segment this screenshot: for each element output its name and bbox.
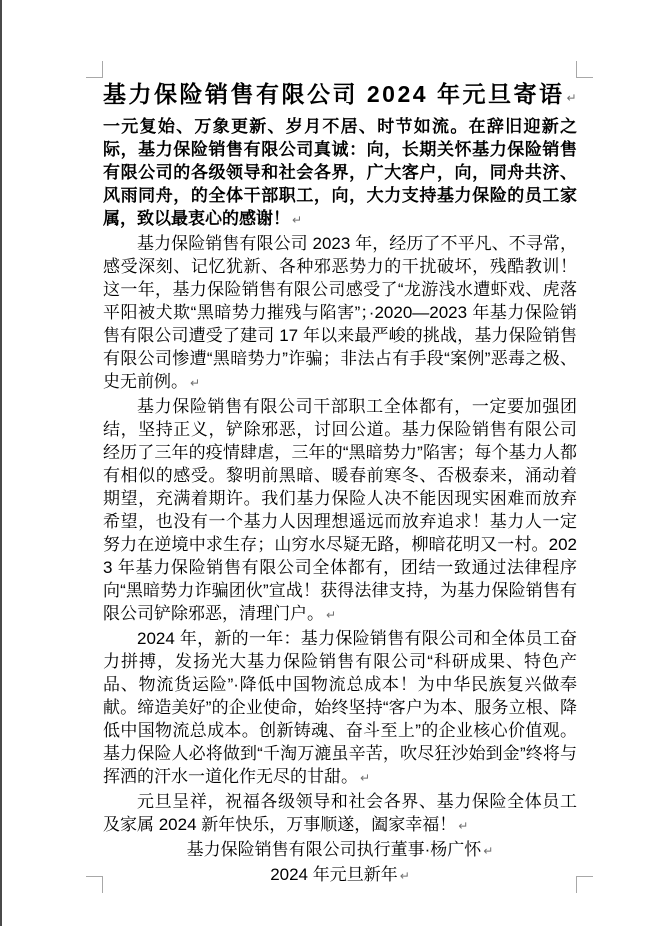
document-paragraph	[103, 232, 577, 395]
paragraph-mark-icon: ↵	[458, 819, 469, 833]
document-paragraph	[103, 627, 577, 790]
paragraph-mark-icon: ↵	[483, 844, 494, 858]
document-paragraph	[103, 395, 577, 627]
document-paragraph	[103, 863, 577, 888]
text-boundary-mark-top-left	[86, 61, 103, 78]
text-boundary-mark-bottom-left	[86, 876, 103, 893]
paragraph-mark-icon: ↵	[566, 91, 577, 105]
paragraph-text: 基力保险销售有限公司 2023 年，经历了不平凡、不寻常，感受深刻、记忆犹新、各种邪恶势力的干扰破坏，残酷教训！这一年，基力保险销售有限公司感受了“龙游浅水遭虾戏、虎落平阳被犬欺“黑暗势力摧残与陷害”；·2020—2023 年基力保险销售有限公司遭受了建司 17 年以来最严峻的挑战，基力保险销售有限公司惨遭“黑暗势力”诈骗；非法占有手段“案例”恶毒之极、史无前例。	[103, 234, 577, 391]
text-boundary-mark-bottom-right	[576, 876, 593, 893]
document-text-area	[103, 80, 577, 888]
document-paragraphs	[103, 115, 577, 888]
window-left-edge	[0, 0, 2, 926]
paragraph-text: 基力保险销售有限公司执行董事·杨广怀	[186, 840, 482, 859]
text-boundary-mark-top-right	[576, 61, 593, 78]
document-paragraph	[103, 838, 577, 863]
document-title	[103, 80, 577, 112]
paragraph-mark-icon: ↵	[399, 869, 410, 883]
paragraph-text: 基力保险销售有限公司干部职工全体都有，一定要加强团结，坚持正义，铲除邪恶，讨回公道。基力保险销售有限公司经历了三年的疫情肆虐，三年的“黑暗势力”陷害；每个基力人都有相似的感受。黎明前黑暗、暖春前寒冬、否极泰来，涌动着期望，充满着期许。我们基力保险人决不能因现实困难而放弃希望，也没有一个基力人因理想遥远而放弃追求！基力人一定努力在逆境中求生存；山穷水尽疑无路，柳暗花明又一村。2023 年基力保险销售有限公司全体都有，团结一致通过法律程序向“黑暗势力诈骗团伙”宣战！获得法律支持，为基力保险销售有限公司铲除邪恶，清理门户。	[103, 397, 577, 623]
paragraph-text: 2024 年元旦新年	[270, 865, 398, 884]
paragraph-text: 2024 年，新的一年：基力保险销售有限公司和全体员工奋力拼搏，发扬光大基力保险销售有限公司“科研成果、特色产品、物流货运险”·降低中国物流总成本！为中华民族复兴做奉献。缔造美好”的企业使命，始终坚持“客户为本、服务立根、降低中国物流总成本。创新铸魂、奋斗至上”的企业核心价值观。基力保险人必将做到“千淘万漉虽辛苦，吹尽狂沙始到金”终将与挥洒的汗水一道化作无尽的甘甜。	[103, 629, 577, 786]
paragraph-text: 元旦呈祥，祝福各级领导和社会各界、基力保险全体员工及家属 2024 新年快乐，万事顺遂，阖家幸福！	[103, 792, 577, 834]
document-title-text: 基力保险销售有限公司 2024 年元旦寄语	[103, 81, 565, 107]
document-paragraph	[103, 790, 577, 838]
paragraph-mark-icon: ↵	[292, 213, 303, 227]
paragraph-mark-icon: ↵	[360, 771, 371, 785]
paragraph-text: 一元复始、万象更新、岁月不居、时节如流。在辞旧迎新之际，基力保险销售有限公司真诚：向，长期关怀基力保险销售有限公司的各级领导和社会各界，广大客户，向，同舟共济、风雨同舟，的全体干部职工，向，大力支持基力保险的员工家属，致以最衷心的感谢！	[103, 117, 577, 228]
document-paragraph	[103, 115, 577, 232]
paragraph-mark-icon: ↵	[190, 376, 201, 390]
paragraph-mark-icon: ↵	[326, 608, 337, 622]
